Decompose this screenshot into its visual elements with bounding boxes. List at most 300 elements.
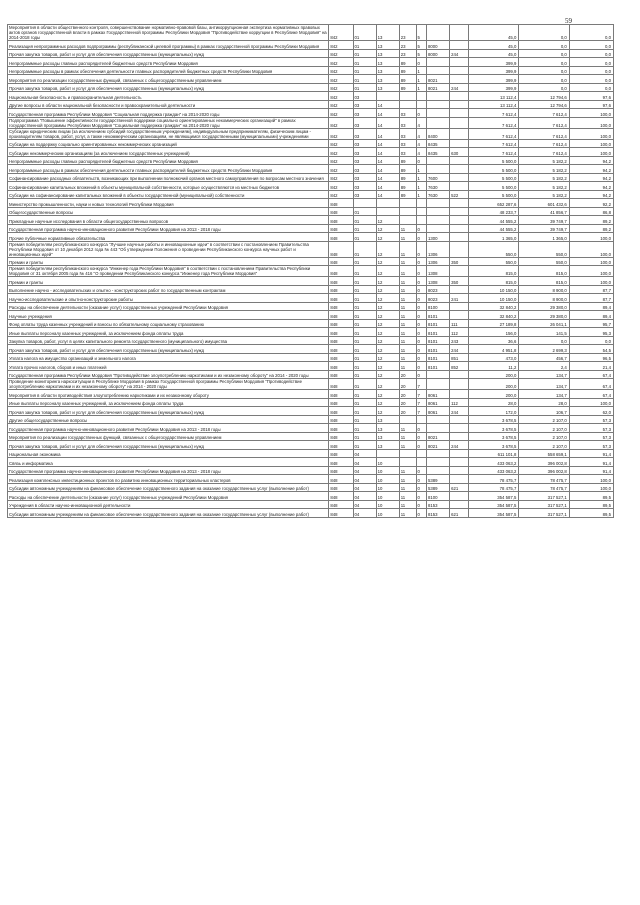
section-code: 03 — [353, 148, 376, 157]
section-code: 01 — [353, 328, 376, 337]
subprogram-code: 0 — [416, 233, 427, 242]
actual-amount: 317 527,1 — [519, 500, 569, 509]
table-row — [8, 407, 614, 416]
direction-code: 8101 — [427, 336, 450, 345]
program-code — [399, 199, 416, 208]
section-code: 01 — [353, 441, 376, 450]
table-row — [8, 190, 614, 199]
execution-percent: 89,4 — [569, 302, 613, 311]
section-code: 01 — [353, 390, 376, 399]
subsection-code: 14 — [376, 173, 399, 182]
direction-code: 8061 — [427, 390, 450, 399]
program-code: 11 — [399, 483, 416, 492]
direction-code: 8435 — [427, 148, 450, 157]
execution-percent: 67,4 — [569, 370, 613, 379]
section-code: 01 — [353, 25, 376, 41]
section-code: 01 — [353, 285, 376, 294]
subprogram-code: 1 — [416, 75, 427, 84]
section-code: 01 — [353, 294, 376, 303]
direction-code: 8100 — [427, 302, 450, 311]
planned-amount: 200,0 — [468, 379, 518, 390]
actual-amount: 5 182,2 — [519, 182, 569, 191]
grbs-code: 848 — [329, 216, 353, 225]
section-code: 04 — [353, 449, 376, 458]
execution-percent: 94,2 — [569, 165, 613, 174]
program-code: 89 — [399, 173, 416, 182]
execution-percent: 67,4 — [569, 379, 613, 390]
execution-percent: 100,0 — [569, 266, 613, 277]
planned-amount: 815,0 — [468, 266, 518, 277]
direction-code: 1306 — [427, 241, 450, 257]
execution-percent: 95,7 — [569, 319, 613, 328]
row-name: Национальная экономика — [8, 449, 329, 458]
grbs-code: 848 — [329, 302, 353, 311]
actual-amount: 141,5 — [519, 328, 569, 337]
program-code: 11 — [399, 294, 416, 303]
row-name: Непрограммные расходы главных распорядителей бюджетных средств Республики Мордовия — [8, 58, 329, 67]
program-code: 11 — [399, 257, 416, 266]
grbs-code: 848 — [329, 319, 353, 328]
planned-amount: 5 500,0 — [468, 190, 518, 199]
section-code: 04 — [353, 458, 376, 467]
direction-code: 8153 — [427, 500, 450, 509]
subsection-code: 10 — [376, 492, 399, 501]
program-code: 20 — [399, 407, 416, 416]
grbs-code: 842 — [329, 92, 353, 101]
planned-amount: 433 063,2 — [468, 466, 518, 475]
expense-type-code: 111 — [450, 319, 469, 328]
table-row — [8, 509, 614, 518]
grbs-code: 848 — [329, 285, 353, 294]
grbs-code: 842 — [329, 139, 353, 148]
row-name: Премии и гранты — [8, 277, 329, 286]
subsection-code: 12 — [376, 353, 399, 362]
subsection-code: 12 — [376, 390, 399, 399]
subsection-code: 12 — [376, 277, 399, 286]
row-name: Прочая закупка товаров, работ и услуг для обеспечения государственных (муниципальных) нужд — [8, 49, 329, 58]
direction-code: 8061 — [427, 398, 450, 407]
actual-amount: 5 182,2 — [519, 156, 569, 165]
program-code: 20 — [399, 370, 416, 379]
grbs-code: 842 — [329, 100, 353, 109]
subprogram-code: 0 — [416, 424, 427, 433]
row-name: Премии и гранты — [8, 257, 329, 266]
table-row — [8, 475, 614, 484]
direction-code: 7630 — [427, 182, 450, 191]
table-row — [8, 257, 614, 266]
subprogram-code: 5 — [416, 25, 427, 41]
section-code: 04 — [353, 500, 376, 509]
table-row — [8, 199, 614, 208]
planned-amount: 200,0 — [468, 370, 518, 379]
program-code: 11 — [399, 353, 416, 362]
row-name: Прочая закупка товаров, работ и услуг для обеспечения государственных (муниципальных) нужд — [8, 345, 329, 354]
expense-type-code — [450, 241, 469, 257]
execution-percent: 100,0 — [569, 241, 613, 257]
subprogram-code: 5 — [416, 41, 427, 50]
program-code: 11 — [399, 500, 416, 509]
row-name: Прочие публичные нормативные обязательства — [8, 233, 329, 242]
subprogram-code: 5 — [416, 49, 427, 58]
actual-amount: 0,0 — [519, 83, 569, 92]
actual-amount: 7 612,4 — [519, 109, 569, 118]
execution-percent: 21,4 — [569, 362, 613, 371]
grbs-code: 848 — [329, 432, 353, 441]
direction-code — [427, 379, 450, 390]
direction-code: 8101 — [427, 328, 450, 337]
expense-type-code — [450, 66, 469, 75]
planned-amount: 36,6 — [468, 336, 518, 345]
subsection-code: 14 — [376, 156, 399, 165]
execution-percent: 96,5 — [569, 353, 613, 362]
table-row — [8, 328, 614, 337]
grbs-code: 848 — [329, 328, 353, 337]
program-code: 11 — [399, 285, 416, 294]
subsection-code: 10 — [376, 475, 399, 484]
actual-amount: 5 182,2 — [519, 173, 569, 182]
subsection-code: 12 — [376, 285, 399, 294]
row-name: Субсидии на поддержку социально ориентированных некоммерческих организаций — [8, 139, 329, 148]
expense-type-code — [450, 207, 469, 216]
planned-amount: 45,0 — [468, 41, 518, 50]
grbs-code: 848 — [329, 353, 353, 362]
table-row — [8, 449, 614, 458]
section-code: 01 — [353, 75, 376, 84]
grbs-code: 842 — [329, 49, 353, 58]
grbs-code: 848 — [329, 424, 353, 433]
grbs-code: 848 — [329, 336, 353, 345]
actual-amount: 78 475,7 — [519, 475, 569, 484]
grbs-code: 842 — [329, 117, 353, 128]
subprogram-code: 7 — [416, 398, 427, 407]
execution-percent: 57,3 — [569, 424, 613, 433]
subsection-code: 13 — [376, 432, 399, 441]
subprogram-code — [416, 92, 427, 101]
section-code: 01 — [353, 424, 376, 433]
direction-code: 8021 — [427, 441, 450, 450]
subsection-code: 13 — [376, 41, 399, 50]
program-code: 89 — [399, 58, 416, 67]
planned-amount: 28,0 — [468, 398, 518, 407]
execution-percent: 95,3 — [569, 328, 613, 337]
subsection-code: 14 — [376, 139, 399, 148]
page-number: 59 — [565, 17, 572, 25]
subprogram-code: 0 — [416, 345, 427, 354]
planned-amount: 13 112,4 — [468, 100, 518, 109]
row-name: Непрограммные расходы в рамках обеспечения деятельности главных распорядителей бюджетных средств Республики Мордовия — [8, 165, 329, 174]
direction-code — [427, 100, 450, 109]
section-code: 01 — [353, 241, 376, 257]
execution-percent: 89,5 — [569, 509, 613, 518]
section-code: 03 — [353, 117, 376, 128]
execution-percent: 94,2 — [569, 190, 613, 199]
execution-percent: 87,7 — [569, 294, 613, 303]
section-code: 03 — [353, 173, 376, 182]
row-name: Научные учреждения — [8, 311, 329, 320]
execution-percent: 100,0 — [569, 398, 613, 407]
actual-amount: 0,0 — [519, 58, 569, 67]
program-code: 11 — [399, 441, 416, 450]
execution-percent: 0,0 — [569, 336, 613, 345]
section-code: 01 — [353, 407, 376, 416]
program-code: 11 — [399, 362, 416, 371]
planned-amount: 5 500,0 — [468, 173, 518, 182]
expense-type-code: 244 — [450, 407, 469, 416]
grbs-code: 842 — [329, 165, 353, 174]
expense-type-code — [450, 458, 469, 467]
direction-code — [427, 415, 450, 424]
planned-amount: 32 840,2 — [468, 311, 518, 320]
program-code: 11 — [399, 466, 416, 475]
row-name: Другие вопросы в области национальной безопасности и правоохранительной деятельности — [8, 100, 329, 109]
subsection-code: 14 — [376, 190, 399, 199]
expense-type-code — [450, 25, 469, 41]
table-row — [8, 148, 614, 157]
subsection-code: 12 — [376, 370, 399, 379]
subsection-code: 12 — [376, 241, 399, 257]
table-row — [8, 49, 614, 58]
actual-amount: 0,0 — [519, 49, 569, 58]
subsection-code: 12 — [376, 379, 399, 390]
actual-amount: 134,7 — [519, 379, 569, 390]
execution-percent: 87,7 — [569, 285, 613, 294]
table-row — [8, 266, 614, 277]
table-row — [8, 302, 614, 311]
expense-type-code — [450, 182, 469, 191]
expense-type-code — [450, 100, 469, 109]
row-name: Иные выплаты персоналу казенных учреждений, за исключением фонда оплаты труда — [8, 398, 329, 407]
section-code: 04 — [353, 492, 376, 501]
actual-amount: 2 107,0 — [519, 415, 569, 424]
grbs-code: 848 — [329, 407, 353, 416]
table-row — [8, 441, 614, 450]
grbs-code: 842 — [329, 128, 353, 139]
grbs-code: 842 — [329, 83, 353, 92]
row-name: Государственная программа научно-инновационного развития Республики Мордовия на 2013 - 2018 годы — [8, 424, 329, 433]
subsection-code: 13 — [376, 441, 399, 450]
expense-type-code — [450, 92, 469, 101]
expense-type-code: 244 — [450, 345, 469, 354]
section-code: 01 — [353, 58, 376, 67]
execution-percent: 91,4 — [569, 458, 613, 467]
subsection-code: 13 — [376, 66, 399, 75]
actual-amount: 7 612,4 — [519, 128, 569, 139]
subprogram-code — [416, 458, 427, 467]
subprogram-code — [416, 216, 427, 225]
program-code: 20 — [399, 379, 416, 390]
direction-code — [427, 224, 450, 233]
direction-code — [427, 370, 450, 379]
execution-percent: 92,2 — [569, 199, 613, 208]
execution-percent: 100,0 — [569, 475, 613, 484]
grbs-code: 848 — [329, 441, 353, 450]
planned-amount: 815,0 — [468, 277, 518, 286]
planned-amount: 7 612,4 — [468, 128, 518, 139]
subsection-code: 13 — [376, 415, 399, 424]
program-code: 11 — [399, 302, 416, 311]
direction-code — [427, 165, 450, 174]
row-name: Государственная программа Республики Мордовия "Противодействие злоупотреблению наркотиками и их незаконному обороту" на 2014 - 2020 годы — [8, 370, 329, 379]
table-body — [8, 25, 614, 518]
direction-code — [427, 466, 450, 475]
subprogram-code: 0 — [416, 509, 427, 518]
direction-code: 8435 — [427, 139, 450, 148]
planned-amount: 550,0 — [468, 257, 518, 266]
expense-type-code — [450, 500, 469, 509]
row-name: Прочая закупка товаров, работ и услуг для обеспечения государственных (муниципальных) нужд — [8, 83, 329, 92]
row-name: Непрограммные расходы в рамках обеспечения деятельности главных распорядителей бюджетных средств Республики Мордовия — [8, 66, 329, 75]
direction-code — [427, 109, 450, 118]
table-row — [8, 173, 614, 182]
actual-amount: 815,0 — [519, 277, 569, 286]
section-code: 01 — [353, 432, 376, 441]
table-row — [8, 25, 614, 41]
subprogram-code: 0 — [416, 241, 427, 257]
row-name: Субсидии на софинансирование капитальных вложений в объекты государственной (муниципальной) собственности — [8, 190, 329, 199]
program-code: 11 — [399, 424, 416, 433]
grbs-code: 848 — [329, 345, 353, 354]
direction-code: 8023 — [427, 294, 450, 303]
section-code: 01 — [353, 370, 376, 379]
row-name: Премия победителям республиканского конкурса "Лучшие научные работы и инновационные идеи" в соответствии с постановлением Правительства Республики Мордовия от 10 декабря 2012 года № 443 "Об утверждении Положения о проведении Республиканского конкурса научных работ и инновационных идей" — [8, 241, 329, 257]
table-row — [8, 216, 614, 225]
row-name: Национальная безопасность и правоохранительная деятельность — [8, 92, 329, 101]
planned-amount: 7 612,4 — [468, 148, 518, 157]
actual-amount: 0,0 — [519, 66, 569, 75]
grbs-code: 848 — [329, 311, 353, 320]
execution-percent: 67,4 — [569, 390, 613, 399]
actual-amount: 7 612,4 — [519, 148, 569, 157]
table-row — [8, 432, 614, 441]
subprogram-code: 0 — [416, 328, 427, 337]
grbs-code: 848 — [329, 415, 353, 424]
table-row — [8, 109, 614, 118]
program-code — [399, 100, 416, 109]
planned-amount: 27 189,8 — [468, 319, 518, 328]
planned-amount: 44 555,2 — [468, 224, 518, 233]
subsection-code: 10 — [376, 466, 399, 475]
grbs-code: 848 — [329, 207, 353, 216]
execution-percent: 100,0 — [569, 139, 613, 148]
table-row — [8, 294, 614, 303]
direction-code — [427, 117, 450, 128]
row-name: Прочая закупка товаров, работ и услуг для обеспечения государственных (муниципальных) нужд — [8, 407, 329, 416]
actual-amount: 0,0 — [519, 75, 569, 84]
row-name: Государственная программа научно-инновационного развития Республики Мордовия на 2013 - 2018 годы — [8, 466, 329, 475]
row-name: Общегосударственные вопросы — [8, 207, 329, 216]
section-code: 01 — [353, 415, 376, 424]
program-code: 89 — [399, 165, 416, 174]
subprogram-code: 0 — [416, 58, 427, 67]
expense-type-code — [450, 285, 469, 294]
execution-percent: 89,4 — [569, 311, 613, 320]
direction-code — [427, 449, 450, 458]
row-name: Научно-исследовательские и опытно-конструкторские работы — [8, 294, 329, 303]
expense-type-code — [450, 128, 469, 139]
program-code: 03 — [399, 148, 416, 157]
row-name: Премия победителям республиканского конкурса "Инженер года Республики Мордовия" в соответствии с постановлением Правительства Республики Мордовия от 31 октября 2005 года № 416 "О проведении Республиканского конкурса "Инженер года Республики Мордовия" — [8, 266, 329, 277]
execution-percent: 91,4 — [569, 449, 613, 458]
section-code: 01 — [353, 345, 376, 354]
direction-code: 8101 — [427, 353, 450, 362]
grbs-code: 848 — [329, 509, 353, 518]
section-code: 01 — [353, 41, 376, 50]
table-row — [8, 379, 614, 390]
planned-amount: 5 500,0 — [468, 182, 518, 191]
subprogram-code: 4 — [416, 148, 427, 157]
table-row — [8, 398, 614, 407]
section-code: 03 — [353, 92, 376, 101]
subprogram-code — [416, 415, 427, 424]
table-row — [8, 458, 614, 467]
execution-percent: 62,0 — [569, 407, 613, 416]
execution-percent: 94,2 — [569, 156, 613, 165]
section-code: 01 — [353, 277, 376, 286]
planned-amount: 44 555,2 — [468, 216, 518, 225]
actual-amount: 558 659,1 — [519, 449, 569, 458]
subsection-code: 10 — [376, 483, 399, 492]
program-code — [399, 216, 416, 225]
row-name: Субсидии некоммерческим организациям (за исключением государственных учреждений) — [8, 148, 329, 157]
execution-percent: 0,0 — [569, 49, 613, 58]
actual-amount: 41 856,7 — [519, 207, 569, 216]
subsection-code: 13 — [376, 75, 399, 84]
subsection-code — [376, 92, 399, 101]
direction-code: 8101 — [427, 311, 450, 320]
subprogram-code: 0 — [416, 336, 427, 345]
expense-type-code: 244 — [450, 49, 469, 58]
grbs-code: 842 — [329, 41, 353, 50]
row-name: Субсидии юридическим лицам (за исключением субсидий государственным учреждениям), индивидуальным предпринимателям, физическим лицам - производителям товаров, работ, услуг, а также некоммерческим организациям, не являющимся государственными (муниципальными) учреждениями — [8, 128, 329, 139]
planned-amount: 354 587,5 — [468, 500, 518, 509]
subprogram-code: 1 — [416, 66, 427, 75]
expense-type-code: 851 — [450, 353, 469, 362]
direction-code: 8400 — [427, 128, 450, 139]
table-row — [8, 390, 614, 399]
section-code: 01 — [353, 398, 376, 407]
expense-type-code: 621 — [450, 509, 469, 518]
subprogram-code: 0 — [416, 362, 427, 371]
program-code: 11 — [399, 311, 416, 320]
row-name: Другие общегосударственные вопросы — [8, 415, 329, 424]
row-name: Уплата налога на имущество организаций и земельного налога — [8, 353, 329, 362]
execution-percent: 0,0 — [569, 25, 613, 41]
row-name: Реализация непрограммных расходов подпрограммы (республиканской целевой программы) в рамках государственной программы Республики Мордовия — [8, 41, 329, 50]
grbs-code: 848 — [329, 370, 353, 379]
direction-code: 5389 — [427, 483, 450, 492]
subprogram-code: 0 — [416, 370, 427, 379]
direction-code: 7600 — [427, 173, 450, 182]
expense-type-code — [450, 216, 469, 225]
section-code: 04 — [353, 509, 376, 518]
subsection-code: 12 — [376, 311, 399, 320]
table-row — [8, 500, 614, 509]
section-code: 01 — [353, 207, 376, 216]
execution-percent: 0,0 — [569, 41, 613, 50]
section-code: 03 — [353, 156, 376, 165]
execution-percent: 0,0 — [569, 83, 613, 92]
row-name: Мероприятия по реализации государственных функций, связанных с общегосударственным управлением — [8, 75, 329, 84]
grbs-code: 848 — [329, 398, 353, 407]
program-code: 23 — [399, 49, 416, 58]
subprogram-code: 1 — [416, 165, 427, 174]
direction-code: 8101 — [427, 319, 450, 328]
planned-amount: 354 587,5 — [468, 509, 518, 518]
grbs-code: 848 — [329, 362, 353, 371]
direction-code: 8021 — [427, 75, 450, 84]
subprogram-code: 0 — [416, 432, 427, 441]
subprogram-code: 7 — [416, 390, 427, 399]
